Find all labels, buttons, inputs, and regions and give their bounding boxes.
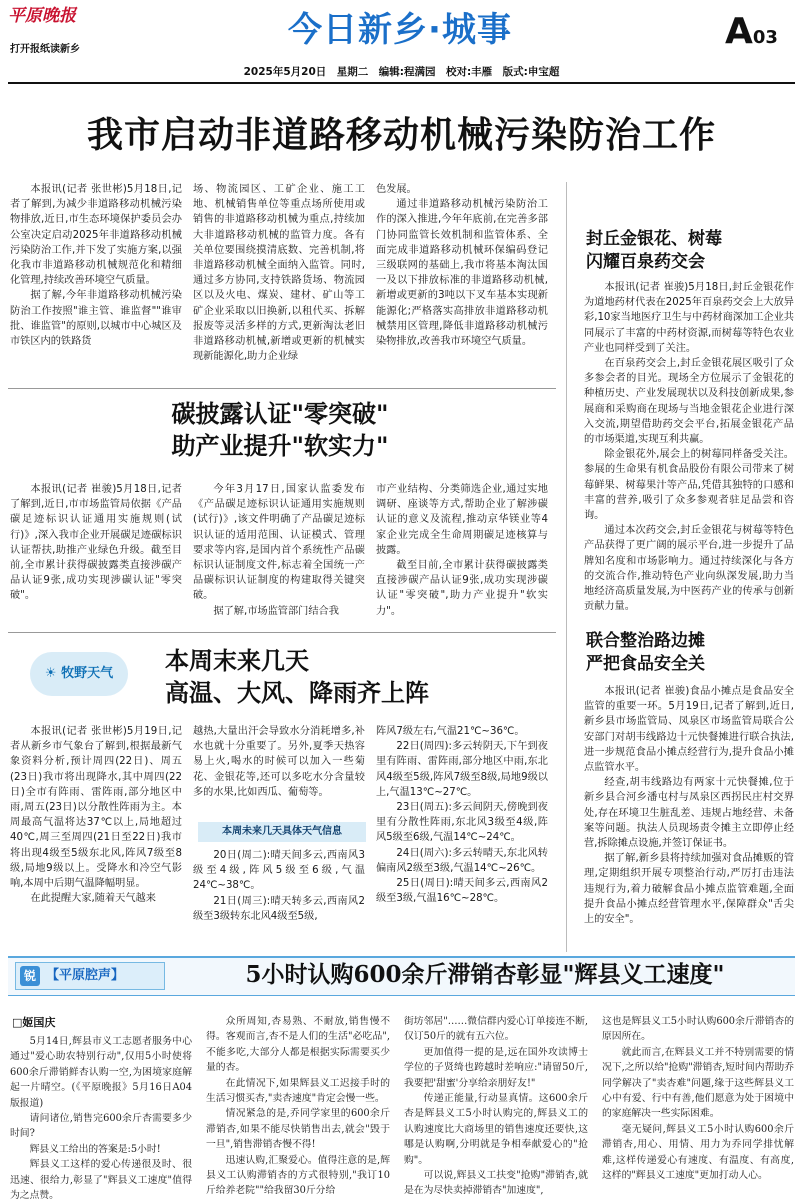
weather-col3 [376,724,548,952]
lead-col1 [10,182,182,430]
carbon-divider [8,388,556,389]
carbon-col2-para: 今年3月17日,国家认监委发布《产品碳足迹标识认证通用实施规则(试行)》,该文件明确了产品碳足迹标识认证的适用范围、认证模式、管理要求等内容,是国内首个系统性产品碳标识认证制度文件,标志着全国统一产品碳标识认证制度的构建取得关键突破。 [193,484,365,602]
silver-body [584,280,794,613]
weather-col1-para: 本报讯(记者 张世彬)5月19日,记者从新乡市气象台了解到,根据最新气象资料分析,预计周四(22日)、周五(23日)我市将出现降水,其中周四(22日)全市有阵雨、雷阵雨,部分地区中雨,周五(23日)以分散性阵雨为主。本周最高气温将达37℃以上,局地超过40℃,周三至周四(21日至22日)我市将出现4级至5级东北风,阵风7级至8级,局地9级以上。受降水和冷空气影响,本周中后期气温降幅明显。 [10,726,182,890]
carbon-col2 [193,482,365,622]
stall-para2: 经查,胡韦线路边有两家十元快餐摊,位于新乡县合河乡潘屯村与凤泉区西拐民庄村交界处,存在环境卫生脏乱差、违规占地经营、未备案等问题。执法人员现场责令摊主立即停止经营,拆除摊点设施,并签订保证书。 [584,777,794,850]
weather-col1-para2: 在此提醒大家,随着天气越来 [30,893,156,905]
silver-headline-line2: 闪耀百泉药交会 [586,252,705,272]
lead-col3 [376,182,548,372]
page-number [725,6,797,58]
carbon-headline-line2: 助产业提升"软实力" [171,432,389,460]
commentary-author: □姬国庆 [12,1016,56,1029]
stall-para1: 本报讯(记者 崔骏)食品小摊点是食品安全监管的重要一环。5月19日,记者了解到,近日,新乡县市场监管局、凤泉区市场监管局联合公安部门对胡韦线路边十元快餐摊进行联合执法,进一步规范食品小摊点经营行为,提升食品小摊点监管水平。 [584,686,794,774]
commentary-col2-p1: 众所周知,杏易熟、不耐放,销售慢不得。客观而言,杏不是人们的生活"必吃品",不能多吃,大部分人都是根据实际需要买少量的杏。 [206,1016,390,1074]
lead-col2: 场、物流园区、工矿企业、施工工地、机械销售单位等重点场所使用或销售的非道路移动机械为重点,持续加大非道路移动机械的监管力度。各有关单位要围绕摸清底数、完善机制,将非道路移动机械全面纳入监管。同时,通过多方协同,支持铁路货场、物流园区以及火电、煤炭、建材、矿山等工矿企业采取以旧换新,以租代买、拆解报废等灵活多样的方式,更新淘汰老旧非道路移动机械,新增或更新的机械实现新能源化,助力企业绿 [193,184,365,363]
page-digits: 03 [752,27,778,48]
commentary-col2-p2: 在此情况下,如果辉县义工迟接手时的生活习惯买杏,"卖杏速度"肯定会慢一些。 [206,1077,390,1105]
stall-headline [586,630,786,676]
commentary-tag [15,962,165,990]
commentary-col2-p3: 情况紧急的是,乔同学家里的600余斤滞销杏,如果不能尽快销售出去,就会"毁于一旦",销售滞销杏慢不得! [206,1108,390,1151]
newspaper-logo: 平原晚报 [8,6,76,26]
silver-para1: 本报讯(记者 崔骏)5月18日,封丘金银花作为道地药材代表在2025年百泉药交会上大放异彩,10家当地医疗卫生与中药材商深加工企业共同展示了丰富的中药材资源,而树莓等特色农业产业也同样受到了关注。 [584,282,794,354]
commentary-col2-p4: 迅速认购,汇聚爱心。值得注意的是,辉县义工认购滞销杏的方式很特别,"我订10斤给养老院""给我留30斤分给 [206,1154,390,1197]
lead-col3-head: 色发展。 [376,184,417,195]
section-title: 今日新乡·城事 [288,10,512,50]
masthead-rule [8,82,795,84]
commentary-col2 [206,1014,390,1196]
forecast-day-21: 21日(周三):晴天转多云,西南风2级至3级转东北风4级至5级, [193,895,365,922]
commentary-col1-p2: 请问诸位,销售完600余斤杏需要多少时间? [10,1113,192,1140]
weather-col1 [10,724,182,952]
commentary-col4-p3: 毫无疑问,辉县义工5小时认购600余斤滞销杏,用心、用情、用力为乔同学排忧解难,这样传递爱心有速度、有温度、有高度,这样的"辉县义工速度"更加打动人心。 [602,1123,794,1182]
commentary-col4 [602,1014,794,1196]
lead-headline: 我市启动非道路移动机械污染防治工作 [86,115,716,156]
right-column-rule [566,182,567,952]
weather-divider [8,632,556,633]
weather-badge-label: 牧野天气 [61,666,114,681]
carbon-col2-para2: 据了解,市场监管部门结合我 [213,605,339,617]
weather-badge [30,652,128,696]
weather-headline-line2: 高温、大风、降雨齐上阵 [165,679,429,707]
stall-headline-line1: 联合整治路边摊 [586,631,705,651]
issue-meta: 2025年5月20日 星期二 编辑:程满园 校对:丰雁 版式:申宝超 [243,66,560,78]
silver-headline-line1: 封丘金银花、树莓 [586,229,722,249]
column-icon: 锐 [20,966,40,986]
commentary-col1-p1: 5月14日,辉县市义工志愿者服务中心通过"爱心助农特别行动",仅用5小时使将600余斤滞销鲜杏认购一空,为困境家庭解起一片晴空。(《平原晚报》5月16日A04版报道) [10,1036,192,1109]
weather-headline-line1: 本周末来几天 [165,647,309,675]
masthead-subtitle: 打开报纸读新乡 [10,44,80,55]
weather-col2: 越热,大量出汗会导致水分消耗增多,补水也就十分重要了。另外,夏季天热容易上火,喝水的时候可以加入一些菊花、金银花等,还可以多吃水分含量较多的水果,比如西瓜、葡萄等。 [193,726,365,798]
lead-col3-para: 通过非道路移动机械污染防治工作的深入推进,今年年底前,在完善多部门协同监管长效机制和监管体系、全面完成非道路移动机械环保编码登记三级联网的基础上,我市将基本淘汰国一及以下排放标准的非道路移动机械,新增或更新的3吨以下叉车基本实现新能源化;严格落实高排放非道路移动机械禁用区管理,降低非道路移动机械污染物排放,改善我市环境空气质量。 [376,199,548,348]
carbon-col1: 本报讯(记者 崔骏)5月18日,记者了解到,近日,市市场监管局依据《产品碳足迹标识认证通用实施规则(试行)》,深入我市企业开展碳足迹碳标识认证帮扶,助推产业绿色升级。截至目前,全市累计获得碳披露类直接涉碳产品认证9张,成功实现涉碳认证"零突破"。 [10,484,182,602]
stall-para3: 据了解,新乡县将持续加强对食品摊贩的管理,定期组织开展专项整治行动,严厉打击违法违规行为,着力破解食品小摊点监管难题,全面提升食品小摊点经营管理水平,保障群众"舌尖上的安全"。 [584,853,794,926]
commentary-col4-p1: 这也是辉县义工5小时认购600余斤滞销杏的原因所在。 [602,1016,794,1043]
forecast-day-20: 20日(周二):晴天间多云,西南风3级至4级,阵风5级至6级,气温24℃~38℃。 [193,850,365,892]
commentary-col3-p1: 街坊邻居"……微信群内爱心订单接连不断,仅订50斤的就有五六位。 [404,1016,588,1043]
forecast-day-25: 25日(周日):晴天间多云,西南风2级至3级,气温16℃~28℃。 [376,878,548,905]
stall-body [584,684,794,946]
commentary-col3-p2: 更加值得一提的是,远在国外攻读博士学位的子贤绮也跨越时差响应:"请留50斤,我要把'甜蜜'分享给亲朋好友!" [404,1046,588,1089]
commentary-col4-p2: 就此而言,在辉县义工并不特别需要的情况下,之所以给"抢购"滞销杏,短时间内帮助乔同学解决了"卖杏难"问题,缘于这些辉县义工心中有爱、行中有善,他们愿意为处于困境中的家庭解决一些实际困难。 [602,1046,794,1120]
silver-para2: 在百泉药交会上,封丘金银花展区吸引了众多参会者的目光。现场全方位展示了金银花的种植历史、产业发展现状以及科技创新成果,参展商和采购商在现场与当地金银花企业进行深入交流,期望借助药交会平台,拓展金银花产品的市场渠道,实现互利共赢。 [584,358,794,446]
lead-col1-para: 本报讯(记者 张世彬)5月18日,记者了解到,为减少非道路移动机械污染物排放,近日,市生态环境保护委员会办公室决定启动2025年非道路移动机械污染防治工作,并下发了实施方案,以强化我市非道路移动机械规范化和精细化管理,持续改善环境空气质量。 [10,184,182,287]
page-letter: A [725,11,753,52]
commentary-col1 [10,1034,192,1202]
stall-headline-line2: 严把食品安全关 [586,654,705,674]
weather-headline [165,645,505,709]
commentary-col1-p3: 辉县义工给出的答案是:5小时! [29,1143,161,1155]
commentary-col1-p4: 辉县义工这样的爱心传递很及时、很迅速、很给力,彰显了"辉县义工速度"值得为之点赞。 [10,1159,192,1202]
carbon-col3 [376,482,548,622]
silver-para4: 通过本次药交会,封丘金银花与树莓等特色产品获得了更广阔的展示平台,进一步提升了品牌知名度和市场影响力。通过持续深化与各方的交流合作,推动特色产业向纵深发展,助力当地经济高质量发展,为中医药产业的传承与创新贡献力量。 [584,525,794,613]
carbon-headline-line1: 碳披露认证"零突破" [171,400,389,428]
commentary-headline: 5小时认购600余斤滞销杏彰显"辉县义工速度" [245,961,725,988]
weather-forecast-col2 [193,848,365,952]
commentary-tag-label: 【平原腔声】 [46,968,125,983]
sun-icon: ☀ [44,666,62,681]
weather-table-title: 本周未来几天具体天气信息 [198,822,366,842]
carbon-headline [125,398,435,462]
forecast-day-21-cont: 阵风7级左右,气温21℃~36℃。 [376,726,525,737]
carbon-col3-para: 市产业结构、分类筛选企业,通过实地调研、座谈等方式,帮助企业了解涉碳认证的意义及流程,推动京华镁业等4家企业完成全生命周期碳足迹核算与披露。 [376,484,548,556]
commentary-col3 [404,1014,588,1196]
commentary-col3-p3: 传递正能量,行动显真情。这600余斤杏是辉县义工5小时认购完的,辉县义工的认购速度比大商场里的销售速度还要快,这哪是认购啊,分明就是争相奉献爱心的"抢购"。 [404,1093,588,1166]
forecast-day-23: 23日(周五):多云间阴天,傍晚到夜里有分散性阵雨,东北风3级至4级,阵风5级至6级,气温14℃~24℃。 [376,802,548,844]
silver-para3: 除金银花外,展会上的树莓同样备受关注。参展的生命果有机食品股份有限公司带来了树莓鲜果、树莓果汁等产品,凭借其独特的口感和丰富的营养,吸引了众多参观者驻足品尝和咨询。 [584,449,794,522]
forecast-day-22: 22日(周四):多云转阴天,下午到夜里有阵雨、雷阵雨,部分地区中雨,东北风4级至5级,阵风7级至8级,局地9级以上,气温13℃~27℃。 [376,741,548,798]
lead-col1-para2: 据了解,今年非道路移动机械污染防治工作按照"谁主管、谁监督""谁审批、谁监管"的原则,以城市中心城区及市铁区内的铁路货 [10,290,182,348]
carbon-col3-para2: 截至目前,全市累计获得碳披露类直接涉碳产品认证9张,成功实现涉碳认证"零突破",助力产业提升"软实力"。 [376,560,548,617]
forecast-day-24: 24日(周六):多云转晴天,东北风转偏南风2级至3级,气温14℃~26℃。 [376,847,548,874]
silver-headline [586,228,786,274]
commentary-col3-p4: 可以说,辉县义工扶变"抢购"滞销杏,就是在为尽快卖掉滞销杏"加速度", [404,1170,588,1197]
